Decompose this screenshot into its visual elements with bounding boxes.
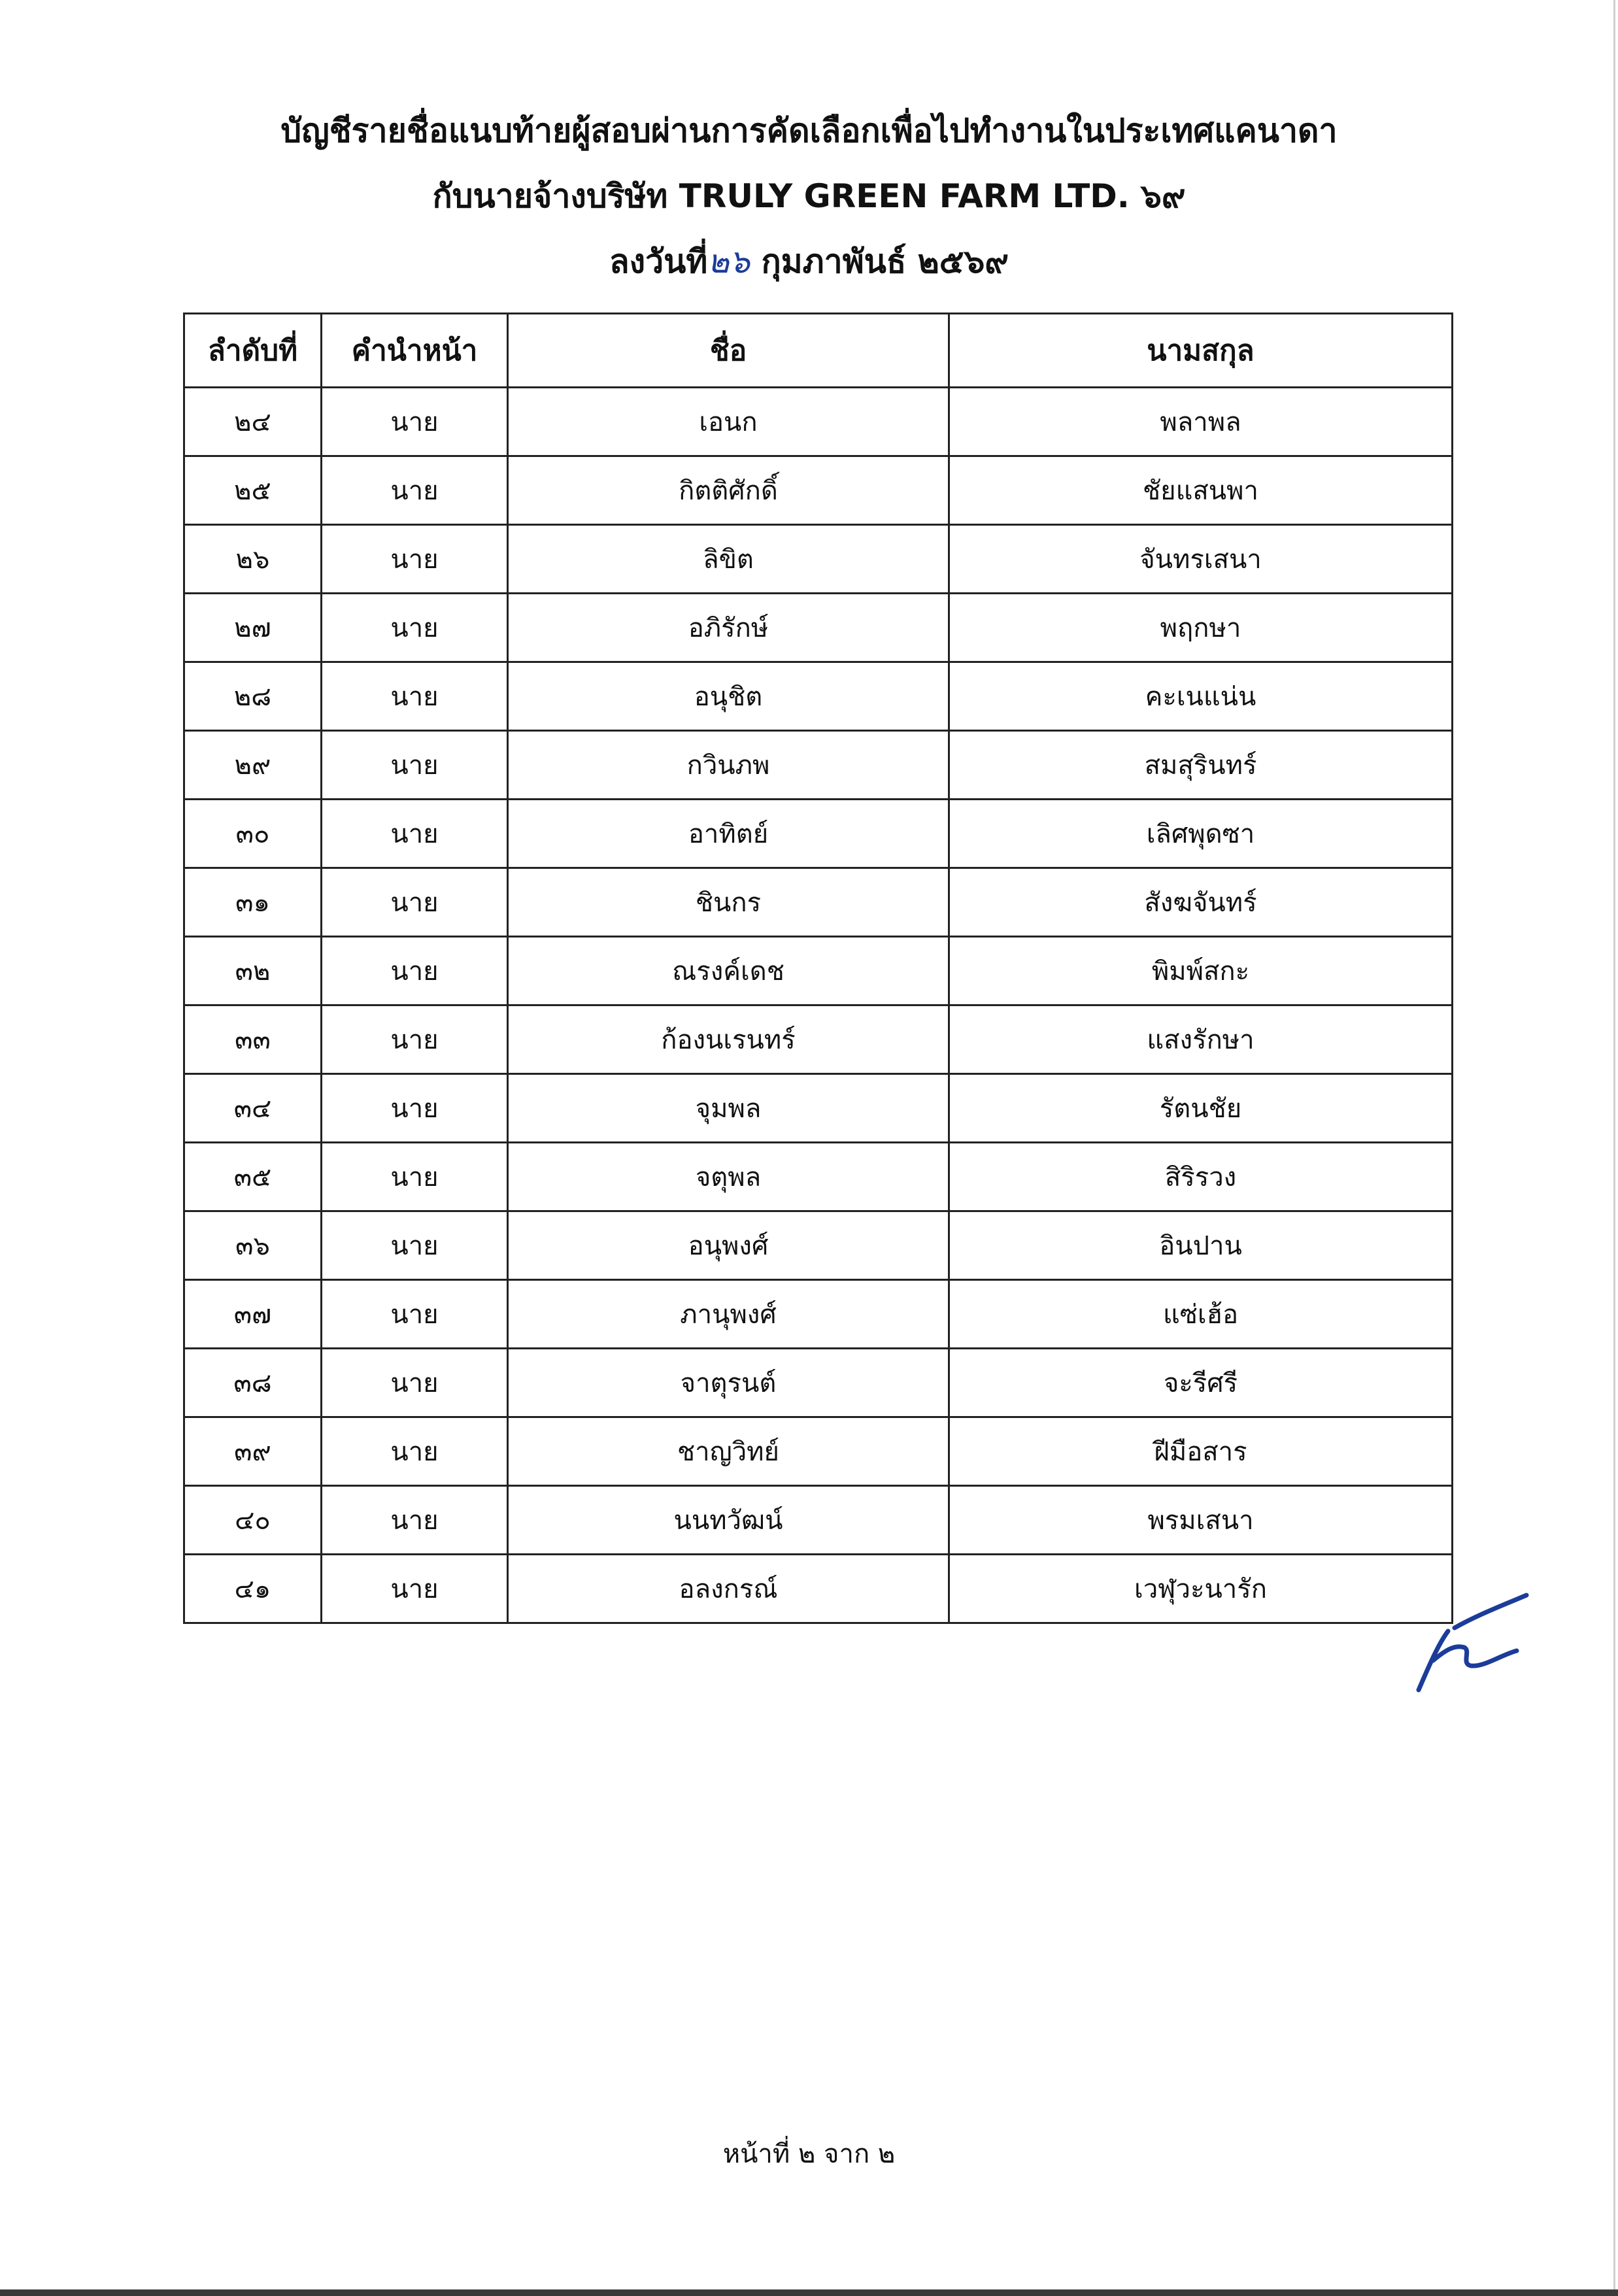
row-number: ๓๒ (184, 937, 322, 1005)
row-title: นาย (322, 525, 508, 594)
table-row (184, 594, 1453, 662)
row-first-name: ณรงค์เดช (508, 937, 949, 1005)
row-title: นาย (322, 1005, 508, 1074)
row-last-name: แสงรักษา (949, 1005, 1453, 1074)
document-header (0, 98, 1618, 294)
row-first-name: ชินกร (508, 868, 949, 937)
row-title: นาย (322, 662, 508, 731)
row-first-name: จาตุรนต์ (508, 1349, 949, 1417)
row-number: ๓๘ (184, 1349, 322, 1417)
row-first-name: กวินภพ (508, 731, 949, 800)
table-row (184, 1211, 1453, 1280)
document-subtitle-employer: กับนายจ้างบริษัท TRULY GREEN FARM LTD. ๖๙ (432, 177, 1186, 215)
document-date-line (0, 229, 1618, 294)
row-first-name: ก้องนเรนทร์ (508, 1005, 949, 1074)
row-first-name: อาทิตย์ (508, 800, 949, 868)
column-header-title: คำนำหน้า (322, 314, 508, 388)
row-title: นาย (322, 1143, 508, 1211)
row-first-name: อลงกรณ์ (508, 1555, 949, 1623)
row-title: นาย (322, 937, 508, 1005)
table-row (184, 1349, 1453, 1417)
row-number: ๓๕ (184, 1143, 322, 1211)
row-number: ๒๕ (184, 456, 322, 525)
row-number: ๓๖ (184, 1211, 322, 1280)
row-first-name: ชาญวิทย์ (508, 1417, 949, 1486)
row-last-name: ฝีมือสาร (949, 1417, 1453, 1486)
scan-edge-right (1613, 0, 1615, 2296)
row-last-name: พลาพล (949, 388, 1453, 456)
row-title: นาย (322, 456, 508, 525)
row-title: นาย (322, 1486, 508, 1555)
row-first-name: ลิขิต (508, 525, 949, 594)
table-row (184, 1074, 1453, 1143)
row-number: ๓๑ (184, 868, 322, 937)
row-title: นาย (322, 800, 508, 868)
table-row (184, 388, 1453, 456)
row-number: ๓๗ (184, 1280, 322, 1349)
row-last-name: ชัยแสนพา (949, 456, 1453, 525)
table-row (184, 456, 1453, 525)
table-row (184, 1555, 1453, 1623)
row-title: นาย (322, 868, 508, 937)
row-last-name: จันทรเสนา (949, 525, 1453, 594)
row-last-name: รัตนชัย (949, 1074, 1453, 1143)
row-first-name: เอนก (508, 388, 949, 456)
row-number: ๒๙ (184, 731, 322, 800)
row-last-name: แซ่เฮ้อ (949, 1280, 1453, 1349)
row-last-name: เลิศพุดซา (949, 800, 1453, 868)
table-row (184, 1280, 1453, 1349)
row-last-name: สิริรวง (949, 1143, 1453, 1211)
row-number: ๓๐ (184, 800, 322, 868)
table-header-row (184, 314, 1453, 388)
row-title: นาย (322, 1280, 508, 1349)
row-number: ๔๑ (184, 1555, 322, 1623)
row-title: นาย (322, 1417, 508, 1486)
row-last-name: จะรีศรี (949, 1349, 1453, 1417)
row-number: ๓๓ (184, 1005, 322, 1074)
date-prefix: ลงวันที่ (609, 243, 708, 280)
table-row (184, 868, 1453, 937)
candidate-table (183, 312, 1453, 1624)
row-first-name: จุมพล (508, 1074, 949, 1143)
row-number: ๓๔ (184, 1074, 322, 1143)
row-title: นาย (322, 388, 508, 456)
row-title: นาย (322, 1555, 508, 1623)
table-row (184, 731, 1453, 800)
row-last-name: พรมเสนา (949, 1486, 1453, 1555)
scan-edge-bottom (0, 2289, 1618, 2296)
row-first-name: กิตติศักดิ์ (508, 456, 949, 525)
table-row (184, 1417, 1453, 1486)
table-row (184, 800, 1453, 868)
row-number: ๒๗ (184, 594, 322, 662)
row-title: นาย (322, 594, 508, 662)
table-row (184, 1005, 1453, 1074)
table-row (184, 1143, 1453, 1211)
table-row (184, 662, 1453, 731)
table-row (184, 937, 1453, 1005)
row-last-name: คะเนแน่น (949, 662, 1453, 731)
column-header-last-name: นามสกุล (949, 314, 1453, 388)
table-row (184, 1486, 1453, 1555)
row-first-name: จตุพล (508, 1143, 949, 1211)
row-number: ๓๙ (184, 1417, 322, 1486)
row-last-name: เวฬุวะนารัก (949, 1555, 1453, 1623)
date-month-year: กุมภาพันธ์ ๒๕๖๙ (761, 243, 1009, 280)
row-title: นาย (322, 731, 508, 800)
row-first-name: ภานุพงศ์ (508, 1280, 949, 1349)
document-title: บัญชีรายชื่อแนบท้ายผู้สอบผ่านการคัดเลือกเพื่อไปทำงานในประเทศแคนาดา (280, 112, 1338, 150)
row-first-name: อภิรักษ์ (508, 594, 949, 662)
row-last-name: อินปาน (949, 1211, 1453, 1280)
table-row (184, 525, 1453, 594)
row-number: ๒๖ (184, 525, 322, 594)
row-last-name: สมสุรินทร์ (949, 731, 1453, 800)
row-first-name: นนทวัฒน์ (508, 1486, 949, 1555)
row-last-name: พฤกษา (949, 594, 1453, 662)
row-number: ๒๔ (184, 388, 322, 456)
row-last-name: พิมพ์สกะ (949, 937, 1453, 1005)
row-title: นาย (322, 1074, 508, 1143)
row-title: นาย (322, 1349, 508, 1417)
date-day-handwritten: ๒๖ (707, 243, 750, 280)
row-number: ๔๐ (184, 1486, 322, 1555)
column-header-number: ลำดับที่ (184, 314, 322, 388)
page-number-footer: หน้าที่ ๒ จาก ๒ (722, 2139, 896, 2169)
row-title: นาย (322, 1211, 508, 1280)
row-first-name: อนุชิต (508, 662, 949, 731)
signature-scribble (1392, 1582, 1530, 1700)
row-first-name: อนุพงศ์ (508, 1211, 949, 1280)
column-header-first-name: ชื่อ (508, 314, 949, 388)
row-last-name: สังฆจันทร์ (949, 868, 1453, 937)
row-number: ๒๘ (184, 662, 322, 731)
